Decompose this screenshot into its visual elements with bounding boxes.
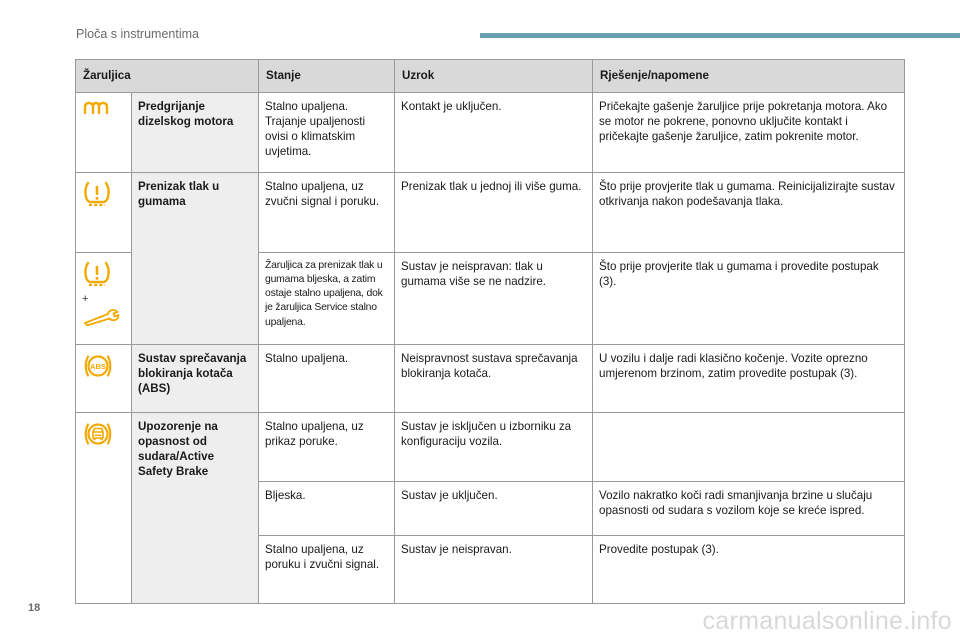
- table-header-row: [76, 60, 905, 93]
- table-row: [76, 93, 905, 173]
- table-row: [76, 345, 905, 413]
- tyre-pressure-icon: [82, 259, 112, 287]
- header-accent-bar: [480, 33, 960, 38]
- lamp-cause: Sustav je neispravan: tlak u gumama više se ne nadzire.: [395, 253, 593, 345]
- lamp-name: Sustav sprečavanja blokiranja kotača (ABS): [132, 345, 259, 413]
- lamp-solution: Vozilo nakratko koči radi smanjivanja brzine u slučaju opasnosti od sudara s vozilom koje se kreće ispred.: [593, 482, 905, 536]
- column-header-state: Stanje: [259, 60, 395, 93]
- lamp-name: Prenizak tlak u gumama: [132, 173, 259, 345]
- lamp-state: Stalno upaljena, uz prikaz poruke.: [259, 413, 395, 482]
- lamp-cause: Kontakt je uključen.: [395, 93, 593, 173]
- lamp-cause: Sustav je neispravan.: [395, 536, 593, 604]
- lamp-cause: Prenizak tlak u jednoj ili više guma.: [395, 173, 593, 253]
- column-header-cause: Uzrok: [395, 60, 593, 93]
- lamp-icon-cell: [76, 253, 132, 345]
- lamp-state: Stalno upaljena. Trajanje upaljenosti ovisi o klimatskim uvjetima.: [259, 93, 395, 173]
- tyre-pressure-icon: [82, 179, 112, 207]
- lamp-cause: Neispravnost sustava sprečavanja blokiranja kotača.: [395, 345, 593, 413]
- lamp-solution: Pričekajte gašenje žaruljice prije pokretanja motora. Ako se motor ne pokrene, ponovno uključite kontakt i pričekajte gašenje žaruljice, zatim pokrenite motor.: [593, 93, 905, 173]
- lamp-cause: Sustav je isključen u izborniku za konfiguraciju vozila.: [395, 413, 593, 482]
- page-header-title: Ploča s instrumentima: [76, 27, 199, 41]
- column-header-solution: Rješenje/napomene: [593, 60, 905, 93]
- plus-sign: +: [82, 293, 89, 306]
- column-header-lamp: Žaruljica: [76, 60, 259, 93]
- table-row: [76, 413, 905, 482]
- wrench-service-icon: [82, 308, 122, 326]
- page-number: 18: [28, 602, 41, 614]
- lamp-state: Stalno upaljena, uz poruku i zvučni signal.: [259, 536, 395, 604]
- lamp-solution: [593, 413, 905, 482]
- lamp-solution: Što prije provjerite tlak u gumama. Reinicijalizirajte sustav otkrivanja nakon podešavanja tlaka.: [593, 173, 905, 253]
- abs-icon: [82, 351, 114, 381]
- lamp-icon-cell: [76, 345, 132, 413]
- lamp-icon-cell: [76, 93, 132, 173]
- lamp-icon-cell: [76, 413, 132, 604]
- table-row: [76, 173, 905, 253]
- lamp-solution: Što prije provjerite tlak u gumama i provedite postupak (3).: [593, 253, 905, 345]
- watermark-text: carmanualsonline.info: [702, 607, 952, 635]
- lamp-solution: U vozilu i dalje radi klasično kočenje. Vozite oprezno umjerenom brzinom, zatim provedite postupak (3).: [593, 345, 905, 413]
- lamp-state: Stalno upaljena.: [259, 345, 395, 413]
- lamp-name: Predgrijanje dizelskog motora: [132, 93, 259, 173]
- lamp-icon-cell: [76, 173, 132, 253]
- glow-plug-icon: [82, 99, 110, 117]
- warning-lamps-table: [75, 59, 905, 604]
- abs-icon-text: ABS: [90, 362, 106, 371]
- collision-warning-icon: [82, 419, 114, 449]
- lamp-state: Bljeska.: [259, 482, 395, 536]
- lamp-state: Stalno upaljena, uz zvučni signal i poruku.: [259, 173, 395, 253]
- lamp-cause: Sustav je uključen.: [395, 482, 593, 536]
- lamp-name: Upozorenje na opasnost od sudara/Active Safety Brake: [132, 413, 259, 604]
- lamp-state: Žaruljica za prenizak tlak u gumama bljeska, a zatim ostaje stalno upaljena, dok je žaruljica Service stalno upaljena.: [259, 253, 395, 345]
- lamp-solution: Provedite postupak (3).: [593, 536, 905, 604]
